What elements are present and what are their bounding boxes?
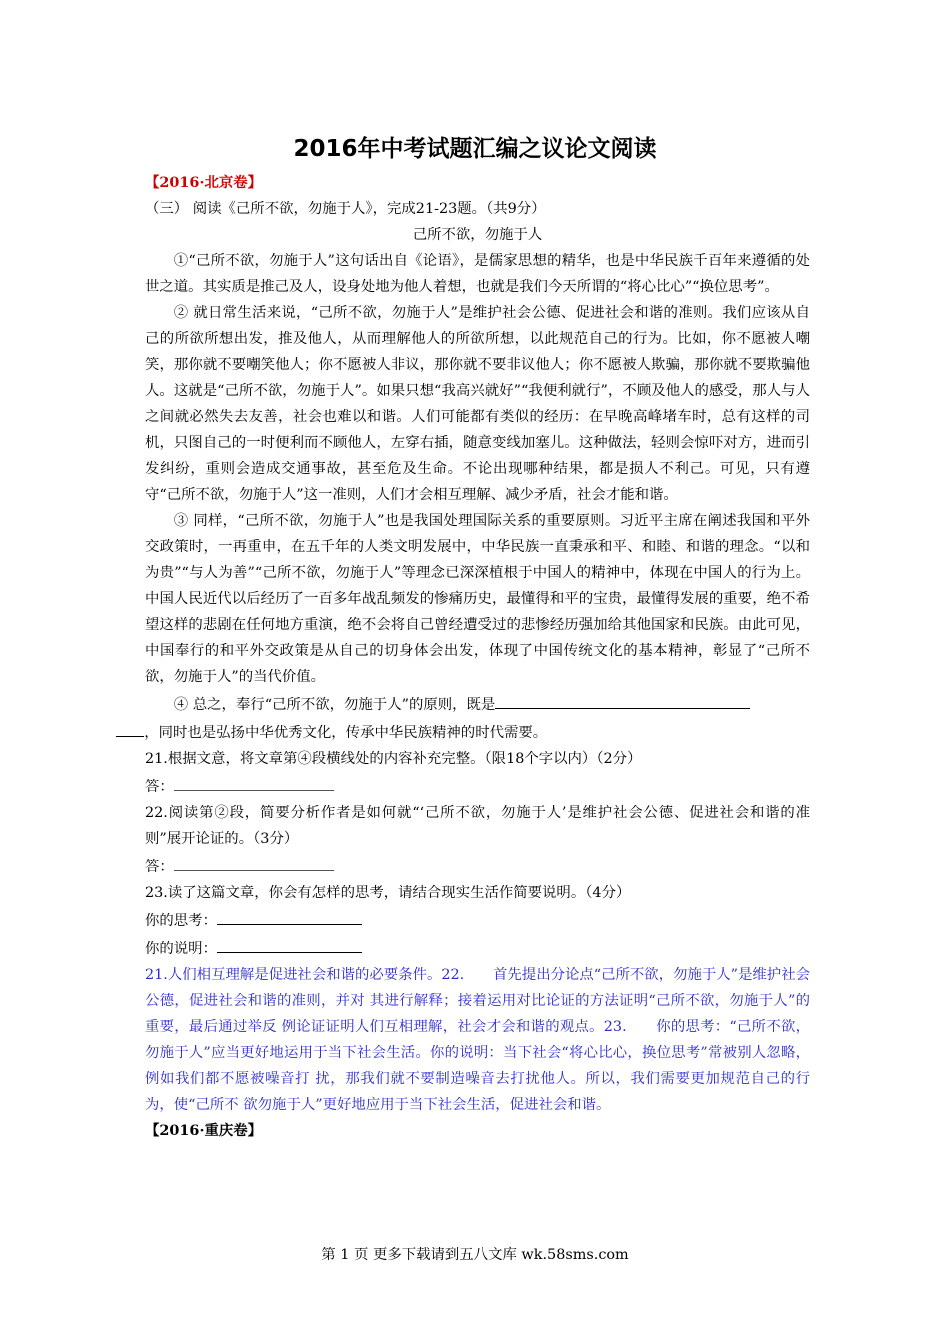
article-title: 己所不欲，勿施于人: [412, 227, 543, 243]
answer-label: 答：: [145, 859, 174, 875]
thinking-label: 你的思考：: [145, 913, 217, 929]
answer-blank: [174, 772, 334, 791]
explain-label: 你的说明：: [145, 941, 217, 957]
paragraph-1: ①“己所不欲，勿施于人”这句话出自《论语》，是儒家思想的精华，也是中华民族千百年来遵循的处世之道。其实质是推己及人，设身处地为他人着想，也就是我们今天所谓的“将心比心”“换位思考”。: [145, 253, 810, 295]
fill-blank-line-continued: [116, 718, 144, 737]
thinking-blank: [217, 906, 362, 925]
answer-line-21: [145, 772, 810, 800]
answer-blank: [174, 852, 334, 871]
answer-line-22: [145, 852, 810, 880]
paragraph-4-end: ，同时也是弘扬中华优秀文化，传承中华民族精神的时代需要。: [144, 725, 548, 741]
question-21: 21.根据文意，将文章第④段横线处的内容补充完整。（限18个字以内）（2分）: [145, 751, 642, 767]
question-23: 23.读了这篇文章，你会有怎样的思考，请结合现实生活作简要说明。（4分）: [145, 885, 631, 901]
paragraph-4-start: ④ 总之，奉行“己所不欲，勿施于人”的原则，既是: [173, 697, 496, 713]
section-header-beijing: 【2016·北京卷】: [145, 174, 263, 191]
question-22: 22.阅读第②段，简要分析作者是如何就“‘己所不欲，勿施于人’是维护社会公德、促进社会和谐的准则”展开论证的。（3分）: [145, 805, 810, 847]
thinking-line: [145, 906, 810, 934]
explain-blank: [217, 934, 362, 953]
section-header-chongqing: 【2016·重庆卷】: [145, 1122, 263, 1139]
answer-label: 答：: [145, 779, 174, 795]
explain-line: [145, 934, 810, 962]
paragraph-2: ② 就日常生活来说，“己所不欲，勿施于人”是维护社会公德、促进社会和谐的准则。我们应该从自己的所欲所想出发，推及他人，从而理解他人的所欲所想，以此规范自己的行为。比如，你不愿被人嘲笑，那你就不要嘲笑他人；你不愿被人非议，那你就不要非议他人；你不愿被人欺骗，那你就不要欺骗他人。这就是“己所不欲，勿施于人”。如果只想“我高兴就好”“我便利就行”，不顾及他人的感受，那人与人之间就必然失去友善，社会也难以和谐。人们可能都有类似的经历：在早晚高峰堵车时，总有这样的司机，只图自己的一时便利而不顾他人，左穿右插，随意变线加塞儿。这种做法，轻则会惊吓对方，进而引发纠纷，重则会造成交通事故，甚至危及生命。不论出现哪种结果，都是损人不利己。可见，只有遵守“己所不欲，勿施于人”这一准则，人们才会相互理解、减少矛盾，社会才能和谐。: [145, 305, 810, 503]
document-body: [145, 170, 810, 1144]
paragraph-3: ③ 同样，“己所不欲，勿施于人”也是我国处理国际关系的重要原则。习近平主席在阐述我国和平外交政策时，一再重申，在五千年的人类文明发展中，中华民族一直秉承和平、和睦、和谐的理念。“以和为贵”“与人为善”“己所不欲，勿施于人”等理念已深深植根于中国人的精神中，体现在中国人的行为上。中国人民近代以后经历了一百多年战乱频发的惨痛历史，最懂得和平的宝贵，最懂得发展的重要，绝不希望这样的悲剧在任何地方重演，绝不会将自己曾经遭受过的悲惨经历强加给其他国家和民族。由此可见，中国奉行的和平外交政策是从自己的切身体会出发，体现了中国传统文化的基本精神，彰显了“己所不欲，勿施于人”的当代价值。: [145, 513, 810, 685]
page-footer: 第 1 页 更多下载请到五八文库 wk.58sms.com: [321, 1247, 629, 1263]
answer-key: 21.人们相互理解是促进社会和谐的必要条件。22. 首先提出分论点“己所不欲，勿施于人”是维护社会公德，促进社会和谐的准则，并对 其进行解释；接着运用对比论证的方法证明“己所不欲，勿施于人”的重要，最后通过举反 例论证证明人们互相理解，社会才会和谐的观点。23. 你的思考：“己所不欲，勿施于人”应当更好地运用于当下社会生活。你的说明：当下社会“将心比心，换位思考”常被别人忽略，例如我们都不愿被噪音打 扰，那我们就不要制造噪音去打扰他人。所以，我们需要更加规范自己的行为，使“己所不 欲勿施于人”更好地应用于当下社会生活，促进社会和谐。: [145, 967, 810, 1113]
page-title: 2016年中考试题汇编之议论文阅读: [293, 136, 657, 162]
reading-intro: （三） 阅读《己所不欲，勿施于人》，完成21-23题。（共9分）: [145, 201, 546, 217]
fill-blank-line: [495, 690, 750, 709]
paragraph-4: [145, 690, 810, 746]
